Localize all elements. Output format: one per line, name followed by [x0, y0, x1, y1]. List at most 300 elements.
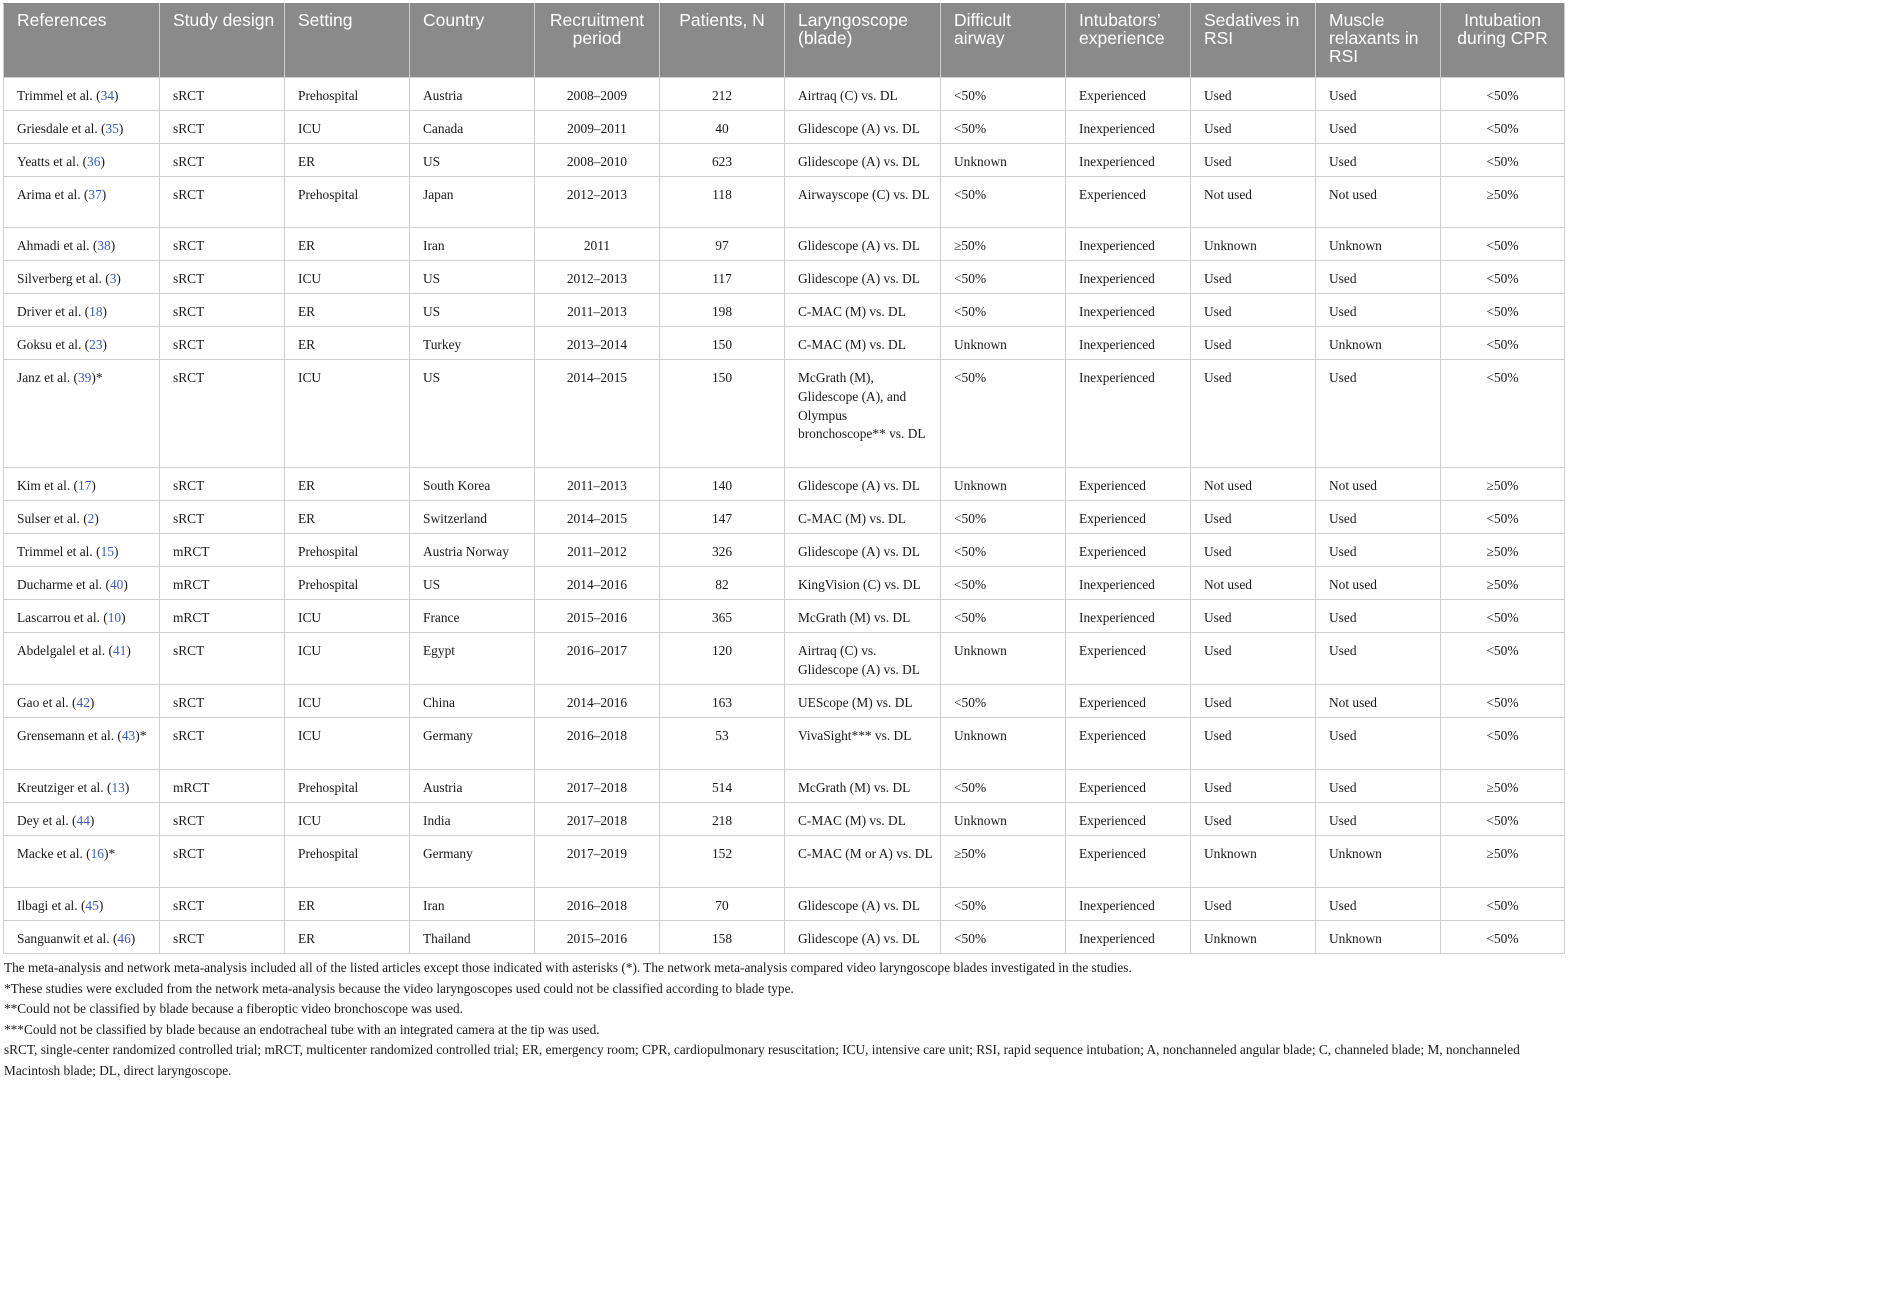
cell-recruitment-period: 2014–2015 — [535, 360, 660, 468]
cell-intubation-cpr: ≥50% — [1441, 468, 1565, 501]
cell-sedatives: Used — [1191, 534, 1316, 567]
cell-intubation-cpr: <50% — [1441, 144, 1565, 177]
cell-intubators-experience: Experienced — [1066, 770, 1191, 803]
cell-study-design: sRCT — [160, 803, 285, 836]
cell-difficult-airway: <50% — [941, 770, 1066, 803]
cell-reference — [4, 261, 160, 294]
cell-recruitment-period: 2014–2016 — [535, 685, 660, 718]
cell-patients: 198 — [660, 294, 785, 327]
cell-laryngoscope: Airtraq (C) vs. DL — [785, 78, 941, 111]
cell-study-design: sRCT — [160, 921, 285, 954]
cell-intubators-experience: Inexperienced — [1066, 111, 1191, 144]
cell-sedatives: Used — [1191, 803, 1316, 836]
reference-author: Ilbagi et al. ( — [17, 898, 86, 913]
cell-setting: Prehospital — [285, 836, 410, 888]
cell-intubation-cpr: ≥50% — [1441, 534, 1565, 567]
reference-author: Goksu et al. ( — [17, 337, 90, 352]
footnote-single-asterisk: *These studies were excluded from the network meta-analysis because the video laryngoscopes used could not be classified according to blade type. — [4, 980, 794, 996]
table-row — [4, 177, 1565, 228]
table-row — [4, 888, 1565, 921]
cell-intubators-experience: Experienced — [1066, 534, 1191, 567]
cell-study-design: sRCT — [160, 836, 285, 888]
cell-intubation-cpr: <50% — [1441, 685, 1565, 718]
cell-muscle-relaxants: Used — [1316, 111, 1441, 144]
table-body — [4, 78, 1565, 954]
cell-reference — [4, 718, 160, 770]
cell-recruitment-period: 2015–2016 — [535, 600, 660, 633]
cell-intubation-cpr: <50% — [1441, 921, 1565, 954]
reference-number-link[interactable]: 36 — [87, 154, 101, 169]
reference-author: Trimmel et al. ( — [17, 544, 101, 559]
cell-patients: 140 — [660, 468, 785, 501]
reference-close: )* — [135, 728, 147, 743]
cell-intubators-experience: Inexperienced — [1066, 567, 1191, 600]
reference-number-link[interactable]: 3 — [109, 271, 117, 286]
cell-patients: 70 — [660, 888, 785, 921]
table-row — [4, 468, 1565, 501]
cell-recruitment-period: 2014–2016 — [535, 567, 660, 600]
cell-sedatives: Unknown — [1191, 228, 1316, 261]
reference-close: ) — [91, 478, 96, 493]
cell-study-design: sRCT — [160, 78, 285, 111]
cell-country: Canada — [410, 111, 535, 144]
cell-study-design: sRCT — [160, 294, 285, 327]
cell-reference — [4, 501, 160, 534]
cell-reference — [4, 803, 160, 836]
table-row — [4, 294, 1565, 327]
column-header-study-design: Study design — [160, 4, 285, 78]
cell-setting: ICU — [285, 360, 410, 468]
cell-country: Austria — [410, 78, 535, 111]
cell-intubators-experience: Inexperienced — [1066, 600, 1191, 633]
cell-intubation-cpr: ≥50% — [1441, 567, 1565, 600]
cell-recruitment-period: 2009–2011 — [535, 111, 660, 144]
cell-country: US — [410, 294, 535, 327]
cell-setting: ER — [285, 921, 410, 954]
cell-sedatives: Used — [1191, 685, 1316, 718]
cell-patients: 150 — [660, 327, 785, 360]
cell-study-design: sRCT — [160, 468, 285, 501]
cell-muscle-relaxants: Used — [1316, 770, 1441, 803]
cell-intubation-cpr: <50% — [1441, 888, 1565, 921]
cell-muscle-relaxants: Unknown — [1316, 921, 1441, 954]
reference-number-link[interactable]: 23 — [89, 337, 103, 352]
cell-muscle-relaxants: Not used — [1316, 567, 1441, 600]
cell-muscle-relaxants: Used — [1316, 144, 1441, 177]
cell-laryngoscope: McGrath (M) vs. DL — [785, 600, 941, 633]
cell-patients: 365 — [660, 600, 785, 633]
cell-intubation-cpr: ≥50% — [1441, 177, 1565, 228]
cell-difficult-airway: <50% — [941, 888, 1066, 921]
cell-study-design: sRCT — [160, 228, 285, 261]
table-row — [4, 360, 1565, 468]
cell-patients: 218 — [660, 803, 785, 836]
reference-number-link[interactable]: 13 — [111, 780, 125, 795]
reference-close: ) — [98, 898, 104, 913]
table-row — [4, 144, 1565, 177]
cell-intubators-experience: Experienced — [1066, 501, 1191, 534]
reference-number-link[interactable]: 39 — [77, 370, 92, 385]
reference-close: ) — [101, 187, 107, 202]
reference-number-link[interactable]: 16 — [90, 846, 104, 861]
cell-difficult-airway: <50% — [941, 600, 1066, 633]
cell-intubation-cpr: <50% — [1441, 78, 1565, 111]
cell-intubation-cpr: <50% — [1441, 501, 1565, 534]
reference-number-link[interactable]: 44 — [76, 813, 90, 828]
column-header-sedatives: Sedatives in RSI — [1191, 4, 1316, 78]
cell-intubation-cpr: ≥50% — [1441, 836, 1565, 888]
cell-sedatives: Not used — [1191, 567, 1316, 600]
cell-intubators-experience: Inexperienced — [1066, 360, 1191, 468]
footnote-double-asterisk: **Could not be classified by blade because a fiberoptic video bronchoscope was used. — [4, 1001, 463, 1016]
cell-intubators-experience: Inexperienced — [1066, 294, 1191, 327]
cell-setting: ER — [285, 327, 410, 360]
cell-laryngoscope: C-MAC (M) vs. DL — [785, 803, 941, 836]
cell-recruitment-period: 2012–2013 — [535, 177, 660, 228]
reference-close: ) — [116, 271, 121, 286]
reference-close: ) — [89, 695, 95, 710]
cell-reference — [4, 770, 160, 803]
cell-study-design: sRCT — [160, 261, 285, 294]
cell-patients: 82 — [660, 567, 785, 600]
study-characteristics-table — [3, 3, 1565, 954]
column-header-intubators-experience: Intubators’ experience — [1066, 4, 1191, 78]
cell-study-design: mRCT — [160, 567, 285, 600]
cell-study-design: sRCT — [160, 327, 285, 360]
cell-country: India — [410, 803, 535, 836]
cell-study-design: mRCT — [160, 600, 285, 633]
cell-difficult-airway: <50% — [941, 360, 1066, 468]
table-header-row — [4, 4, 1565, 78]
cell-study-design: sRCT — [160, 360, 285, 468]
cell-muscle-relaxants: Not used — [1316, 685, 1441, 718]
footnote-general: The meta-analysis and network meta-analysis included all of the listed articles except those indicated with asterisks (*). The network meta-analysis compared video laryngoscope blades investigated in the studies. — [4, 960, 1132, 975]
reference-number-link[interactable]: 37 — [88, 187, 102, 202]
cell-study-design: sRCT — [160, 111, 285, 144]
reference-close: ) — [89, 813, 95, 828]
cell-laryngoscope: C-MAC (M or A) vs. DL — [785, 836, 941, 888]
cell-difficult-airway: <50% — [941, 111, 1066, 144]
cell-setting: ER — [285, 144, 410, 177]
cell-difficult-airway: Unknown — [941, 718, 1066, 770]
footnote-triple-asterisk: ***Could not be classified by blade because an endotracheal tube with an integrated camera at the tip was used. — [4, 1021, 600, 1037]
table-row — [4, 111, 1565, 144]
cell-setting: Prehospital — [285, 770, 410, 803]
cell-reference — [4, 177, 160, 228]
cell-sedatives: Used — [1191, 261, 1316, 294]
reference-close: )* — [104, 846, 116, 861]
reference-number-link[interactable]: 41 — [112, 643, 127, 658]
cell-intubators-experience: Experienced — [1066, 78, 1191, 111]
column-header-muscle-relaxants: Muscle relaxants in RSI — [1316, 4, 1441, 78]
cell-study-design: sRCT — [160, 501, 285, 534]
cell-difficult-airway: <50% — [941, 261, 1066, 294]
reference-close: ) — [113, 544, 119, 559]
cell-muscle-relaxants: Not used — [1316, 177, 1441, 228]
cell-reference — [4, 921, 160, 954]
cell-muscle-relaxants: Used — [1316, 360, 1441, 468]
cell-laryngoscope: KingVision (C) vs. DL — [785, 567, 941, 600]
cell-muscle-relaxants: Used — [1316, 78, 1441, 111]
cell-setting: Prehospital — [285, 534, 410, 567]
table-row — [4, 327, 1565, 360]
cell-difficult-airway: <50% — [941, 501, 1066, 534]
cell-patients: 118 — [660, 177, 785, 228]
column-header-setting: Setting — [285, 4, 410, 78]
cell-country: Thailand — [410, 921, 535, 954]
cell-country: US — [410, 567, 535, 600]
cell-patients: 212 — [660, 78, 785, 111]
cell-intubators-experience: Inexperienced — [1066, 888, 1191, 921]
cell-reference — [4, 111, 160, 144]
reference-close: ) — [130, 931, 136, 946]
reference-number-link[interactable]: 15 — [100, 544, 114, 559]
cell-country: Germany — [410, 718, 535, 770]
reference-author: Sanguanwit et al. ( — [17, 931, 118, 946]
cell-setting: Prehospital — [285, 567, 410, 600]
reference-number-link[interactable]: 38 — [97, 238, 111, 253]
cell-laryngoscope: Glidescope (A) vs. DL — [785, 261, 941, 294]
cell-setting: ICU — [285, 111, 410, 144]
cell-reference — [4, 567, 160, 600]
cell-muscle-relaxants: Used — [1316, 294, 1441, 327]
cell-patients: 326 — [660, 534, 785, 567]
cell-country: Germany — [410, 836, 535, 888]
cell-reference — [4, 836, 160, 888]
cell-difficult-airway: <50% — [941, 534, 1066, 567]
table-row — [4, 78, 1565, 111]
reference-author: Arima et al. ( — [17, 187, 89, 202]
reference-author: Macke et al. ( — [17, 846, 91, 861]
cell-country: Switzerland — [410, 501, 535, 534]
cell-laryngoscope: Airtraq (C) vs. Glidescope (A) vs. DL — [785, 633, 941, 685]
cell-recruitment-period: 2012–2013 — [535, 261, 660, 294]
cell-reference — [4, 888, 160, 921]
reference-close: )* — [91, 370, 103, 385]
reference-number-link[interactable]: 18 — [89, 304, 103, 319]
reference-number-link[interactable]: 42 — [76, 695, 90, 710]
cell-recruitment-period: 2013–2014 — [535, 327, 660, 360]
column-header-recruitment-period: Recruitment period — [535, 4, 660, 78]
cell-sedatives: Used — [1191, 770, 1316, 803]
reference-number-link[interactable]: 40 — [109, 577, 124, 592]
cell-setting: ER — [285, 294, 410, 327]
cell-setting: ICU — [285, 633, 410, 685]
cell-laryngoscope: Glidescope (A) vs. DL — [785, 534, 941, 567]
cell-muscle-relaxants: Unknown — [1316, 327, 1441, 360]
cell-sedatives: Used — [1191, 327, 1316, 360]
cell-sedatives: Used — [1191, 501, 1316, 534]
cell-country: Iran — [410, 888, 535, 921]
reference-close: ) — [113, 88, 119, 103]
cell-sedatives: Used — [1191, 600, 1316, 633]
cell-intubation-cpr: <50% — [1441, 803, 1565, 836]
cell-difficult-airway: Unknown — [941, 803, 1066, 836]
cell-country: US — [410, 144, 535, 177]
column-header-difficult-airway: Difficult airway — [941, 4, 1066, 78]
cell-country: France — [410, 600, 535, 633]
cell-difficult-airway: <50% — [941, 685, 1066, 718]
cell-intubators-experience: Inexperienced — [1066, 921, 1191, 954]
cell-intubators-experience: Experienced — [1066, 468, 1191, 501]
cell-patients: 97 — [660, 228, 785, 261]
cell-setting: ER — [285, 468, 410, 501]
reference-author: Lascarrou et al. ( — [17, 610, 108, 625]
table-row — [4, 567, 1565, 600]
reference-author: Grensemann et al. ( — [17, 728, 122, 743]
cell-intubators-experience: Experienced — [1066, 803, 1191, 836]
cell-recruitment-period: 2011–2013 — [535, 294, 660, 327]
column-header-references: References — [4, 4, 160, 78]
reference-number-link[interactable]: 46 — [117, 931, 131, 946]
cell-difficult-airway: ≥50% — [941, 228, 1066, 261]
cell-sedatives: Used — [1191, 111, 1316, 144]
table-row — [4, 261, 1565, 294]
cell-reference — [4, 600, 160, 633]
cell-patients: 150 — [660, 360, 785, 468]
cell-intubation-cpr: <50% — [1441, 633, 1565, 685]
cell-sedatives: Not used — [1191, 177, 1316, 228]
cell-difficult-airway: Unknown — [941, 633, 1066, 685]
table-footnotes — [3, 958, 1564, 1081]
cell-intubation-cpr: <50% — [1441, 111, 1565, 144]
cell-country: Egypt — [410, 633, 535, 685]
cell-recruitment-period: 2011–2013 — [535, 468, 660, 501]
cell-muscle-relaxants: Used — [1316, 888, 1441, 921]
cell-reference — [4, 228, 160, 261]
cell-study-design: mRCT — [160, 770, 285, 803]
cell-reference — [4, 78, 160, 111]
cell-muscle-relaxants: Unknown — [1316, 228, 1441, 261]
cell-country: Austria Norway — [410, 534, 535, 567]
cell-muscle-relaxants: Used — [1316, 600, 1441, 633]
cell-patients: 53 — [660, 718, 785, 770]
cell-country: US — [410, 261, 535, 294]
cell-setting: ER — [285, 228, 410, 261]
cell-reference — [4, 468, 160, 501]
cell-sedatives: Unknown — [1191, 921, 1316, 954]
cell-difficult-airway: Unknown — [941, 327, 1066, 360]
cell-patients: 120 — [660, 633, 785, 685]
cell-country: South Korea — [410, 468, 535, 501]
cell-sedatives: Used — [1191, 294, 1316, 327]
cell-setting: ICU — [285, 600, 410, 633]
cell-study-design: sRCT — [160, 718, 285, 770]
table-row — [4, 803, 1565, 836]
cell-sedatives: Used — [1191, 718, 1316, 770]
reference-number-link[interactable]: 35 — [105, 121, 119, 136]
reference-close: ) — [121, 610, 126, 625]
column-header-country: Country — [410, 4, 535, 78]
cell-setting: ICU — [285, 685, 410, 718]
cell-reference — [4, 144, 160, 177]
table-row — [4, 770, 1565, 803]
reference-close: ) — [100, 154, 105, 169]
cell-difficult-airway: ≥50% — [941, 836, 1066, 888]
cell-country: Austria — [410, 770, 535, 803]
reference-number-link[interactable]: 34 — [100, 88, 114, 103]
cell-sedatives: Used — [1191, 144, 1316, 177]
cell-intubators-experience: Experienced — [1066, 836, 1191, 888]
cell-laryngoscope: C-MAC (M) vs. DL — [785, 294, 941, 327]
reference-number-link[interactable]: 45 — [85, 898, 99, 913]
cell-difficult-airway: Unknown — [941, 144, 1066, 177]
cell-intubation-cpr: ≥50% — [1441, 770, 1565, 803]
cell-laryngoscope: McGrath (M) vs. DL — [785, 770, 941, 803]
cell-muscle-relaxants: Used — [1316, 803, 1441, 836]
cell-difficult-airway: Unknown — [941, 468, 1066, 501]
cell-patients: 514 — [660, 770, 785, 803]
cell-setting: ICU — [285, 803, 410, 836]
column-header-patients: Patients, N — [660, 4, 785, 78]
cell-recruitment-period: 2008–2009 — [535, 78, 660, 111]
cell-recruitment-period: 2017–2019 — [535, 836, 660, 888]
cell-intubators-experience: Experienced — [1066, 718, 1191, 770]
cell-difficult-airway: <50% — [941, 921, 1066, 954]
reference-author: Gao et al. ( — [17, 695, 77, 710]
study-table-container — [3, 3, 1564, 1081]
reference-close: ) — [124, 780, 130, 795]
cell-intubators-experience: Inexperienced — [1066, 261, 1191, 294]
reference-author: Ahmadi et al. ( — [17, 238, 98, 253]
cell-difficult-airway: <50% — [941, 78, 1066, 111]
cell-recruitment-period: 2016–2018 — [535, 888, 660, 921]
cell-study-design: sRCT — [160, 633, 285, 685]
cell-muscle-relaxants: Used — [1316, 534, 1441, 567]
cell-reference — [4, 633, 160, 685]
cell-sedatives: Unknown — [1191, 836, 1316, 888]
reference-close: ) — [123, 577, 128, 592]
cell-laryngoscope: UEScope (M) vs. DL — [785, 685, 941, 718]
reference-number-link[interactable]: 2 — [87, 511, 95, 526]
cell-recruitment-period: 2016–2018 — [535, 718, 660, 770]
reference-author: Griesdale et al. ( — [17, 121, 106, 136]
column-header-laryngoscope: Laryngoscope (blade) — [785, 4, 941, 78]
cell-intubation-cpr: <50% — [1441, 718, 1565, 770]
cell-sedatives: Used — [1191, 888, 1316, 921]
cell-study-design: sRCT — [160, 177, 285, 228]
reference-number-link[interactable]: 43 — [121, 728, 136, 743]
reference-number-link[interactable]: 10 — [107, 610, 122, 625]
cell-difficult-airway: <50% — [941, 567, 1066, 600]
cell-patients: 152 — [660, 836, 785, 888]
reference-close: ) — [110, 238, 116, 253]
cell-reference — [4, 360, 160, 468]
cell-muscle-relaxants: Used — [1316, 633, 1441, 685]
cell-intubation-cpr: <50% — [1441, 600, 1565, 633]
cell-intubation-cpr: <50% — [1441, 261, 1565, 294]
cell-setting: Prehospital — [285, 177, 410, 228]
cell-intubation-cpr: <50% — [1441, 228, 1565, 261]
cell-country: Iran — [410, 228, 535, 261]
footnote-abbreviations: sRCT, single-center randomized controlled trial; mRCT, multicenter randomized controlled trial; ER, emergency room; CPR, cardiopulmonary resuscitation; ICU, intensive care unit; RSI, rapid sequence intubation; A, nonchanneled angular blade; C, channeled blade; M, nonchanneled Macintosh blade; DL, direct laryngoscope. — [4, 1042, 1520, 1078]
reference-close: ) — [102, 304, 107, 319]
cell-laryngoscope: Glidescope (A) vs. DL — [785, 228, 941, 261]
reference-number-link[interactable]: 17 — [77, 478, 92, 493]
cell-laryngoscope: McGrath (M), Glidescope (A), and Olympus bronchoscope** vs. DL — [785, 360, 941, 468]
cell-reference — [4, 685, 160, 718]
cell-intubation-cpr: <50% — [1441, 360, 1565, 468]
cell-muscle-relaxants: Unknown — [1316, 836, 1441, 888]
cell-country: US — [410, 360, 535, 468]
cell-laryngoscope: Glidescope (A) vs. DL — [785, 921, 941, 954]
cell-difficult-airway: <50% — [941, 177, 1066, 228]
cell-patients: 147 — [660, 501, 785, 534]
cell-sedatives: Used — [1191, 360, 1316, 468]
cell-study-design: mRCT — [160, 534, 285, 567]
cell-setting: ICU — [285, 718, 410, 770]
cell-recruitment-period: 2011 — [535, 228, 660, 261]
